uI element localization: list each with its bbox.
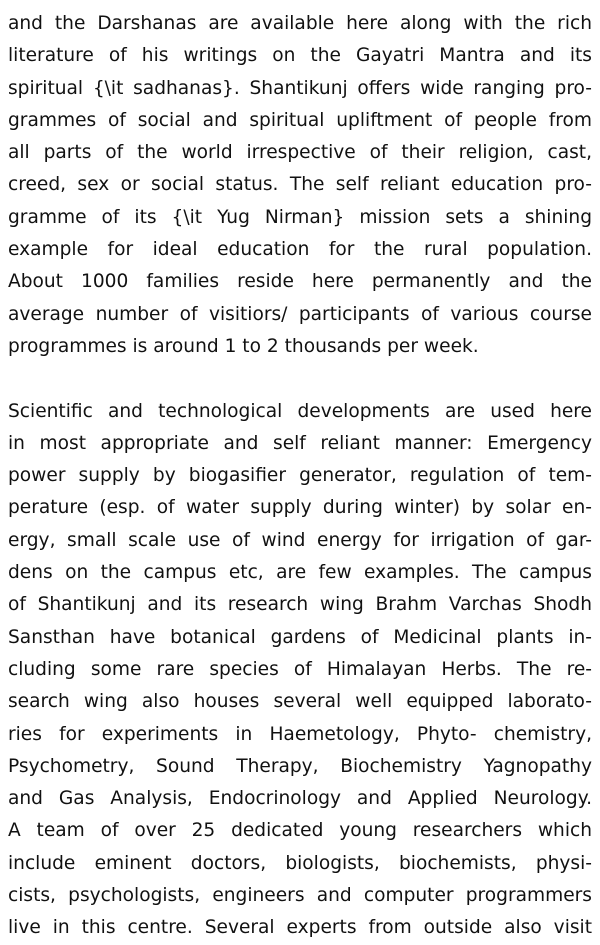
text-line: search wing also houses several well equipped laborato- — [8, 691, 592, 713]
text-line: grammes of social and spiritual upliftment of people from — [8, 109, 592, 131]
text-line: live in this centre. Several experts from outside also visit — [8, 917, 592, 939]
paragraph-shantikunj-programmes — [8, 8, 592, 363]
text-line: creed, sex or social status. The self reliant education pro- — [8, 174, 592, 196]
text-line: in most appropriate and self reliant manner: Emergency — [8, 432, 592, 454]
text-line: dens on the campus etc, are few examples. The campus — [8, 562, 592, 584]
paragraph-spacer — [8, 363, 592, 395]
document-page — [8, 8, 592, 945]
text-line: programmes is around 1 to 2 thousands per week. — [8, 335, 479, 357]
text-line: cists, psychologists, engineers and computer programmers — [8, 885, 592, 907]
text-line: include eminent doctors, biologists, biochemists, physi- — [8, 852, 592, 874]
paragraph-scientific-developments — [8, 396, 592, 945]
text-line: Psychometry, Sound Therapy, Biochemistry Yagnopathy — [8, 755, 592, 777]
text-line: example for ideal education for the rural population. — [8, 239, 592, 261]
text-line: all parts of the world irrespective of their religion, cast, — [8, 142, 592, 164]
text-line: gramme of its {\it Yug Nirman} mission sets a shining — [8, 206, 592, 228]
text-line: A team of over 25 dedicated young researchers which — [8, 820, 592, 842]
text-line: and Gas Analysis, Endocrinology and Applied Neurology. — [8, 788, 592, 810]
text-line: literature of his writings on the Gayatri Mantra and its — [8, 45, 592, 67]
text-line: ries for experiments in Haemetology, Phyto- chemistry, — [8, 723, 592, 745]
text-line: Sansthan have botanical gardens of Medicinal plants in- — [8, 626, 592, 648]
text-line: cluding some rare species of Himalayan Herbs. The re- — [8, 658, 592, 680]
text-line: Scientific and technological developments are used here — [8, 400, 592, 422]
text-line: ergy, small scale use of wind energy for irrigation of gar- — [8, 529, 592, 551]
text-line: spiritual {\it sadhanas}. Shantikunj offers wide ranging pro- — [8, 77, 592, 99]
text-line: power supply by biogasifier generator, regulation of tem- — [8, 465, 592, 487]
text-line: of Shantikunj and its research wing Brahm Varchas Shodh — [8, 594, 592, 616]
text-line: average number of visitiors/ participants of various course — [8, 303, 592, 325]
text-line: perature (esp. of water supply during winter) by solar en- — [8, 497, 592, 519]
text-line: About 1000 families reside here permanently and the — [8, 271, 592, 293]
text-line: and the Darshanas are available here along with the rich — [8, 13, 592, 34]
